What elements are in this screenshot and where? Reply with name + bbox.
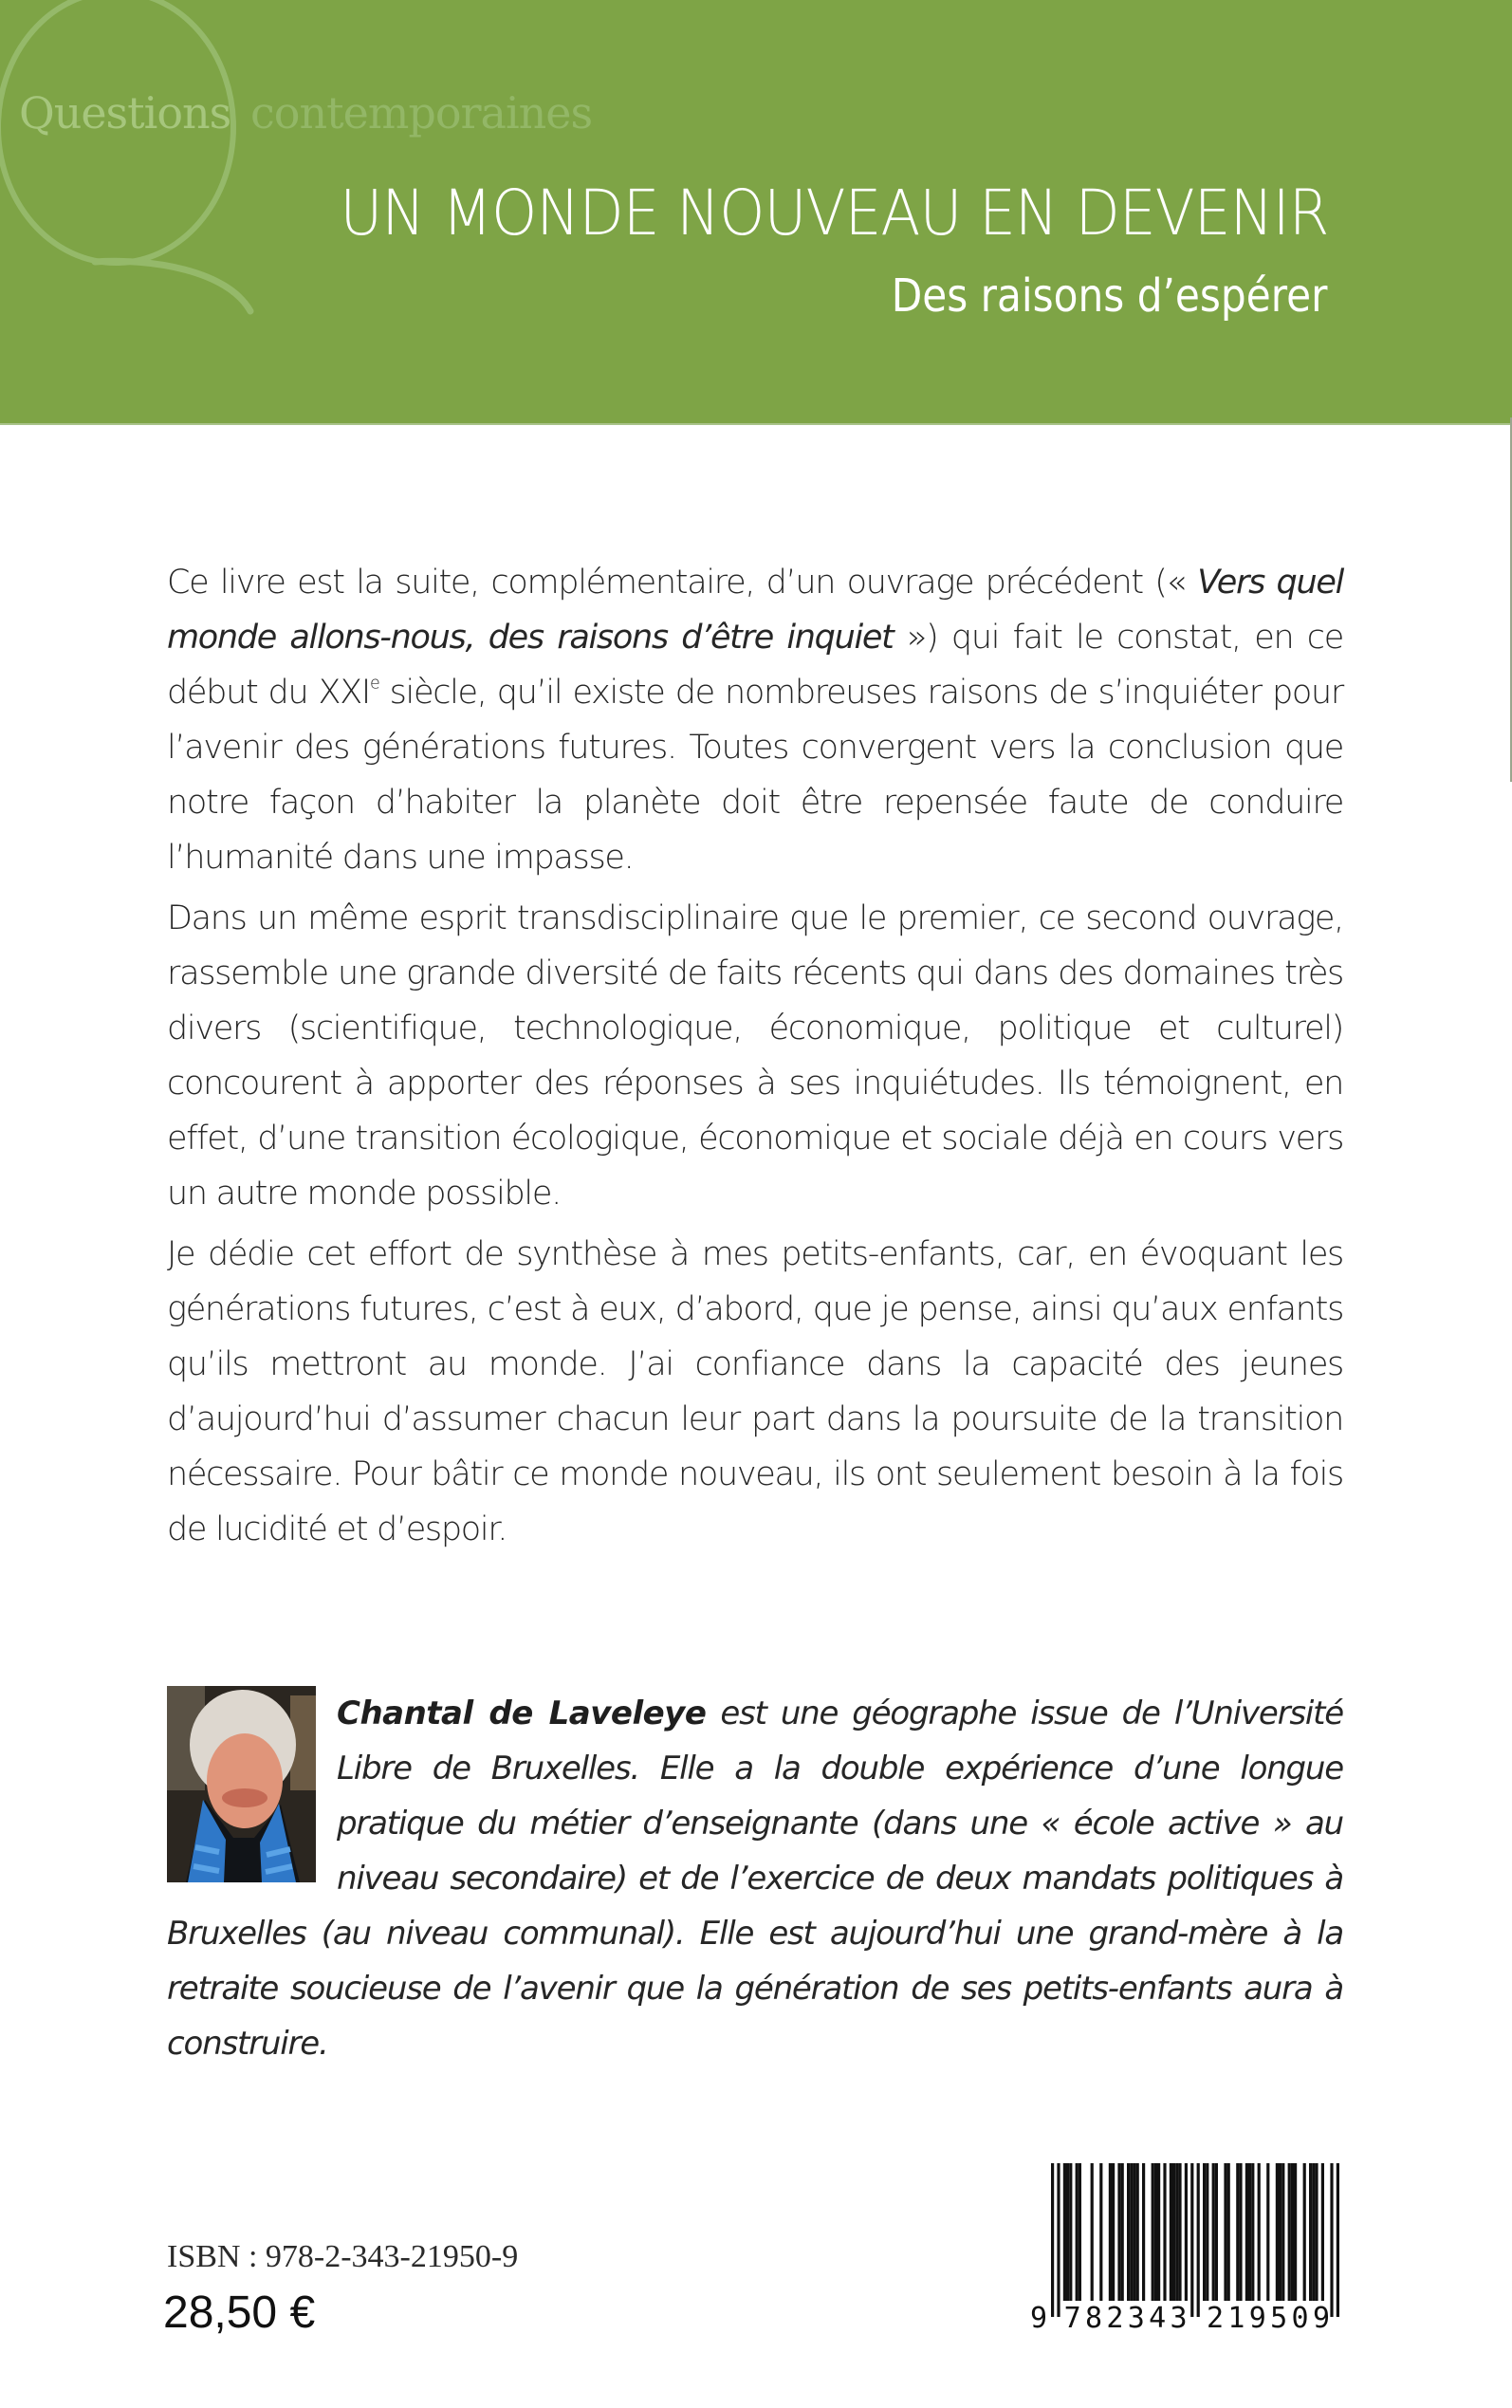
barcode-bar: [1063, 2163, 1066, 2301]
superscript: e: [369, 674, 379, 694]
author-bio: [167, 1686, 1343, 2071]
banner-divider: [0, 423, 1512, 425]
barcode-bar: [1215, 2163, 1218, 2301]
barcode-bar: [1142, 2163, 1145, 2301]
blurb-text: Ce livre est la suite, complémentaire, d’un ouvrage précédent («: [167, 564, 1198, 602]
barcode-bar: [1163, 2163, 1166, 2301]
barcode-bar: [1172, 2163, 1175, 2301]
author-photo: [167, 1686, 316, 1882]
barcode-bar: [1051, 2163, 1054, 2317]
barcode-bar: [1109, 2163, 1112, 2301]
barcode-bar: [1251, 2163, 1254, 2301]
barcode-bar: [1175, 2163, 1178, 2301]
price-label: 28,50 €: [163, 2288, 316, 2338]
barcode-bar: [1224, 2163, 1226, 2301]
barcode-bar: [1136, 2163, 1139, 2301]
barcode-bar: [1133, 2163, 1135, 2301]
barcode-bar: [1309, 2163, 1312, 2301]
barcode-bar: [1099, 2163, 1102, 2301]
barcode-bar: [1069, 2163, 1072, 2301]
barcode-bar: [1312, 2163, 1315, 2301]
barcode-bar: [1288, 2163, 1291, 2301]
barcode-bar: [1178, 2163, 1181, 2301]
barcode-bar: [1227, 2163, 1230, 2301]
blurb-text: Je dédie cet effort de synthèse à mes petits-enfants, car, en évoquant les générations futures, c’est à eux, d’abord, que je pense, ainsi qu’aux enfants qu’ils mettront au monde. J’ai confiance dans la capacité des jeunes d’aujourd’hui d’assumer chacun leur part dans la poursuite de la transition nécessaire. Pour bâtir ce monde nouveau, ils ont seulement besoin à la fois de lucidité et d’espoir.: [167, 1235, 1343, 1548]
blurb-paragraph: [167, 891, 1343, 1221]
barcode-bar: [1279, 2163, 1282, 2301]
barcode-bar: [1239, 2163, 1242, 2301]
barcode-bar: [1185, 2163, 1188, 2301]
barcode-bar: [1117, 2163, 1120, 2301]
author-bio-text: est une géographe issue de l’Université Libre de Bruxelles. Elle a la double expérience d’une longue pratique du métier d’enseignante (dans une « école active » au niveau secondaire) et de l’exercice de deux mandats politiques à Bruxelles (au niveau communal). Elle est aujourd’hui une grand-mère à la retraite soucieuse de l’avenir que la génération de ses petits-enfants aura à construire.: [167, 1695, 1343, 2063]
barcode-bar: [1066, 2163, 1069, 2301]
barcode-digits: 9: [1030, 2302, 1047, 2335]
book-subtitle: Des raisons d’espérer: [892, 269, 1328, 323]
cited-title: Vers quel monde allons-nous, des raisons d’être inquiet: [167, 564, 1344, 657]
cover-banner: [0, 0, 1512, 423]
barcode-bar: [1203, 2163, 1206, 2301]
blurb-text: siècle, qu’il existe de nombreuses raisons de s’inquiéter pour l’avenir des générations futures. Toutes convergent vers la conclusion que notre façon d’habiter la planète doit être repensée faute de conduire l’humanité dans une impasse.: [167, 674, 1343, 877]
blurb-paragraph: [167, 1227, 1343, 1557]
barcode-bar: [1112, 2163, 1115, 2301]
barcode-bar: [1266, 2163, 1269, 2301]
barcode-bar: [1321, 2163, 1324, 2301]
ean-barcode: [1030, 2154, 1353, 2343]
barcode-bar: [1057, 2163, 1060, 2317]
barcode-bar: [1152, 2163, 1154, 2301]
barcode-bar: [1294, 2163, 1297, 2301]
q-letter-icon: [0, 0, 285, 323]
barcode-bar: [1245, 2163, 1248, 2301]
barcode-bar: [1258, 2163, 1261, 2301]
barcode-bar: [1248, 2163, 1251, 2301]
barcode-bar: [1127, 2163, 1130, 2301]
barcode-bar: [1236, 2163, 1239, 2301]
barcode-bar: [1337, 2163, 1339, 2317]
author-portrait-image: [167, 1686, 316, 1882]
barcode-bar: [1291, 2163, 1294, 2301]
barcode-bar: [1121, 2163, 1124, 2301]
barcode-bar: [1154, 2163, 1157, 2301]
barcode-bar: [1079, 2163, 1081, 2301]
barcode-bar: [1303, 2163, 1306, 2301]
barcode-bar: [1276, 2163, 1279, 2301]
blurb-text: Dans un même esprit transdisciplinaire que le premier, ce second ouvrage, rassemble une grande diversité de faits récents qui dans des domaines très divers (scientifique, technologique, économique, politique et culturel) concourent à apporter des réponses à ses inquiétudes. Ils témoignent, en effet, d’une transition écologique, économique et sociale déjà en cours vers un autre monde possible.: [167, 899, 1343, 1213]
series-name-part-1: Questions: [19, 87, 231, 139]
barcode-digits: 219509: [1207, 2302, 1330, 2335]
barcode-bar: [1315, 2163, 1318, 2301]
barcode-bar: [1076, 2163, 1079, 2301]
barcode-digits: 782343: [1063, 2302, 1188, 2335]
barcode-bar: [1212, 2163, 1215, 2301]
barcode-bar: [1330, 2163, 1333, 2317]
barcode-bar: [1197, 2163, 1200, 2317]
author-name: Chantal de Laveleye: [337, 1695, 707, 1732]
book-title: UN MONDE NOUVEAU EN DEVENIR: [339, 176, 1328, 250]
blurb-paragraph: [167, 555, 1343, 885]
back-cover-blurb: [167, 555, 1343, 1563]
isbn-label: ISBN : 978-2-343-21950-9: [167, 2239, 519, 2274]
blurb-text: ») qui fait le constat, en ce début du XXI: [167, 619, 1343, 712]
series-name-part-2: contemporaines: [250, 87, 593, 139]
barcode-bar: [1190, 2163, 1193, 2317]
barcode-bar: [1206, 2163, 1208, 2301]
barcode-bar: [1282, 2163, 1284, 2301]
barcode-bar: [1130, 2163, 1133, 2301]
barcode-bar: [1157, 2163, 1160, 2301]
barcode-bar: [1091, 2163, 1094, 2301]
barcode-bar: [1170, 2163, 1172, 2301]
